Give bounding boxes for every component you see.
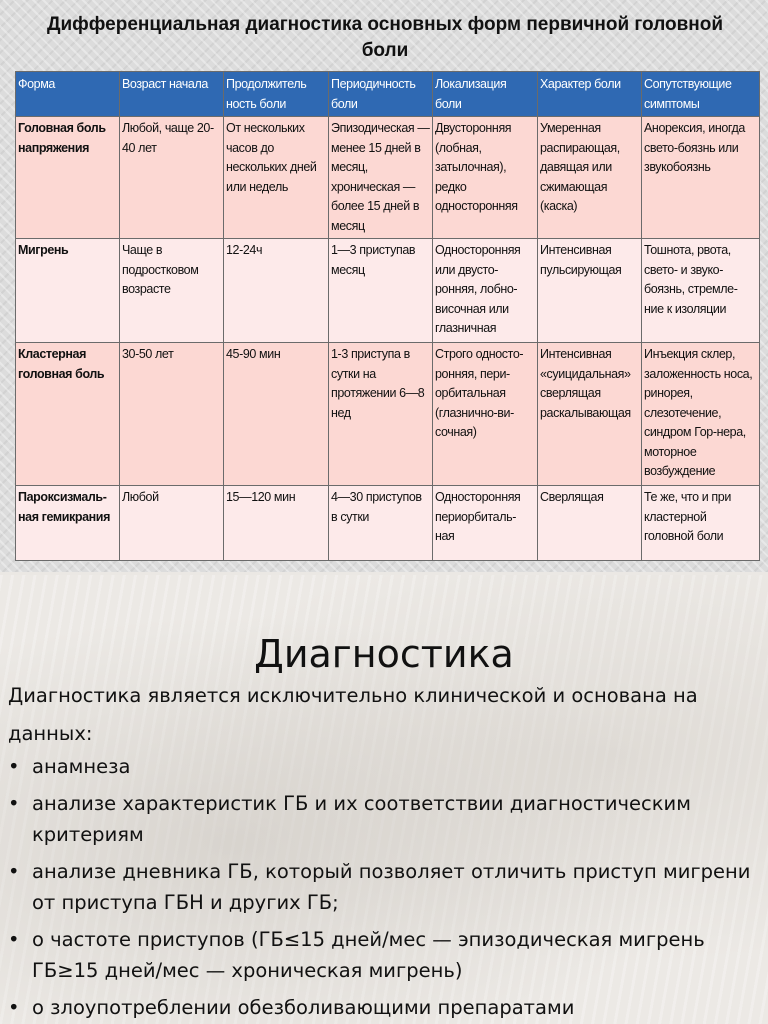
table-cell: 12-24ч: [224, 239, 329, 343]
list-item-text: о злоупотреблении обезболивающими препаратами: [32, 996, 575, 1019]
list-item-text: анализе дневника ГБ, который позволяет отличить приступ мигрени от приступа ГБН и других ГБ;: [32, 860, 751, 914]
table-cell: Пароксизмаль-ная гемикрания: [16, 486, 120, 561]
table-cell: Интенсивная пульсирующая: [538, 239, 642, 343]
diagnostics-slide: [0, 575, 768, 1024]
table-cell: Инъекция склер, заложенность носа, ринорея, слезотечение, синдром Гор-нера, моторное возбуждение: [642, 343, 760, 486]
list-item: [6, 788, 766, 850]
list-item: [6, 992, 766, 1023]
intro-text: Диагностика является исключительно клинической и основана на данных:: [8, 684, 698, 745]
differential-diagnosis-table: [15, 71, 760, 561]
table-cell: Любой, чаще 20-40 лет: [120, 117, 224, 239]
table-cell: Кластерная головная боль: [16, 343, 120, 486]
list-item-text: анамнеза: [32, 755, 131, 778]
table-cell: Те же, что и при кластерной головной боли: [642, 486, 760, 561]
table-cell: 1-3 приступа в сутки на протяжении 6—8 нед: [329, 343, 433, 486]
table-row: [16, 117, 760, 239]
list-item: [6, 751, 766, 782]
table-cell: Умеренная распирающая, давящая или сжимающая (каска): [538, 117, 642, 239]
table-cell: Головная боль напряжения: [16, 117, 120, 239]
column-header: Сопутствующие симптомы: [642, 72, 760, 117]
table-cell: Односторонняя периорбиталь-ная: [433, 486, 538, 561]
table-cell: Анорексия, иногда свето-боязнь или звукобоязнь: [642, 117, 760, 239]
column-header: Возраст начала: [120, 72, 224, 117]
list-item: [6, 856, 766, 918]
column-header: Продолжитель ность боли: [224, 72, 329, 117]
table-cell: Эпизодическая — менее 15 дней в месяц, хроническая — более 15 дней в месяц: [329, 117, 433, 239]
column-header: Локализация боли: [433, 72, 538, 117]
list-item-text: анализе характеристик ГБ и их соответствии диагностическим критериям: [32, 792, 691, 846]
column-header: Характер боли: [538, 72, 642, 117]
bullet-list: [6, 751, 766, 1024]
table-cell: Двусторонняя (лобная, затылочная), редко односторонняя: [433, 117, 538, 239]
table-cell: От нескольких часов до нескольких дней или недель: [224, 117, 329, 239]
table-cell: Строго односто-ронняя, пери-орбитальная (глазнично-ви-сочная): [433, 343, 538, 486]
table-row: [16, 343, 760, 486]
table-header-row: [16, 72, 760, 117]
table-cell: Односторонняя или двусто-ронняя, лобно-височная или глазничная: [433, 239, 538, 343]
table-cell: Сверлящая: [538, 486, 642, 561]
table-cell: Интенсивная «суицидальная» сверлящая раскалывающая: [538, 343, 642, 486]
table-cell: Тошнота, рвота, свето- и звуко-боязнь, стремле-ние к изоляции: [642, 239, 760, 343]
bullet-icon: •: [8, 792, 20, 815]
bullet-icon: •: [8, 860, 20, 883]
slide-title: Диагностика: [254, 632, 514, 676]
list-item: [6, 924, 766, 986]
bullet-icon: •: [8, 928, 20, 951]
table-cell: Любой: [120, 486, 224, 561]
table-cell: Мигрень: [16, 239, 120, 343]
bullet-icon: •: [8, 755, 20, 778]
table-cell: 30-50 лет: [120, 343, 224, 486]
table-cell: 1—3 приступав месяц: [329, 239, 433, 343]
table-title: Дифференциальная диагностика основных форм первичной головной боли: [46, 14, 724, 61]
list-item-text: о частоте приступов (ГБ≤15 дней/мес — эпизодическая мигрень ГБ≥15 дней/мес — хроническая мигрень): [32, 928, 705, 982]
table-row: [16, 239, 760, 343]
column-header: Периодичность боли: [329, 72, 433, 117]
table-cell: 15—120 мин: [224, 486, 329, 561]
table-cell: 45-90 мин: [224, 343, 329, 486]
table-cell: Чаще в подростковом возрасте: [120, 239, 224, 343]
table-cell: 4—30 приступов в сутки: [329, 486, 433, 561]
bullet-icon: •: [8, 996, 20, 1019]
column-header: Форма: [16, 72, 120, 117]
table-row: [16, 486, 760, 561]
